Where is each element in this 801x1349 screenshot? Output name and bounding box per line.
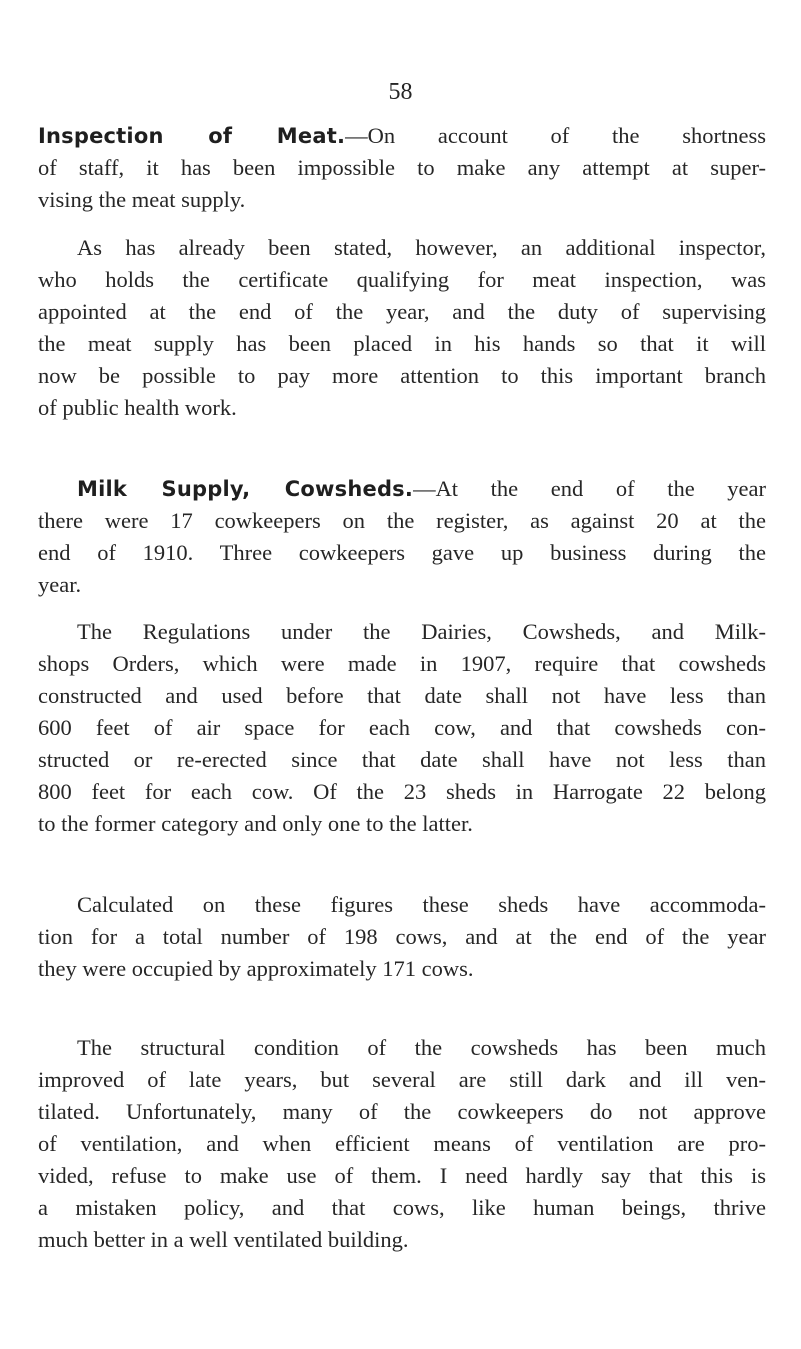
paragraph-line: As has already been stated, however, an additional inspector, xyxy=(77,235,766,260)
paragraph-accommodation xyxy=(38,889,766,985)
paragraph-line xyxy=(38,120,766,152)
page-number: 58 xyxy=(388,79,413,105)
paragraph-line: improved of late years, but several are still dark and ill ven- xyxy=(38,1067,766,1092)
section-heading-milk-supply-cowsheds: Milk Supply, Cowsheds. xyxy=(77,477,414,501)
paragraph-line: who holds the certificate qualifying for meat inspection, was xyxy=(38,267,766,292)
paragraph-line: constructed and used before that date shall not have less than xyxy=(38,683,766,708)
paragraph-line: end of 1910. Three cowkeepers gave up business during the xyxy=(38,540,766,565)
paragraph-line: shops Orders, which were made in 1907, require that cowsheds xyxy=(38,651,766,676)
paragraph-line: tion for a total number of 198 cows, and at the end of the year xyxy=(38,924,766,949)
paragraph-line: to the former category and only one to the latter. xyxy=(38,811,473,836)
section-heading-inspection-of-meat: Inspection of Meat. xyxy=(38,124,346,148)
paragraph-line: tilated. Unfortunately, many of the cowkeepers do not approve xyxy=(38,1099,766,1124)
paragraph-line: vising the meat supply. xyxy=(38,187,246,212)
paragraph-line: the meat supply has been placed in his hands so that it will xyxy=(38,331,766,356)
paragraph-line: of ventilation, and when efficient means of ventilation are pro- xyxy=(38,1131,766,1156)
paragraph-regulations xyxy=(38,616,766,840)
paragraph-structural-condition xyxy=(38,1032,766,1256)
paragraph-line: there were 17 cowkeepers on the register, as against 20 at the xyxy=(38,508,766,533)
paragraph-line-text: —On account of the shortness xyxy=(345,123,766,148)
paragraph-line: of staff, it has been impossible to make any attempt at super- xyxy=(38,155,766,180)
paragraph-line: now be possible to pay more attention to this important branch xyxy=(38,363,766,388)
paragraph-line: The Regulations under the Dairies, Cowsheds, and Milk- xyxy=(77,619,766,644)
paragraph-line-text: —At the end of the year xyxy=(413,476,766,501)
paragraph-line: of public health work. xyxy=(38,395,237,420)
paragraph-inspection-of-meat xyxy=(38,120,766,216)
paragraph-line: structed or re-erected since that date shall have not less than xyxy=(38,747,766,772)
paragraph-additional-inspector xyxy=(38,232,766,424)
paragraph-line xyxy=(38,473,766,505)
paragraph-milk-supply-cowsheds xyxy=(38,473,766,601)
paragraph-line: they were occupied by approximately 171 cows. xyxy=(38,956,474,981)
paragraph-line: Calculated on these figures these sheds have accommoda- xyxy=(77,892,766,917)
paragraph-line: appointed at the end of the year, and the duty of supervising xyxy=(38,299,766,324)
paragraph-line: 800 feet for each cow. Of the 23 sheds in Harrogate 22 belong xyxy=(38,779,766,804)
paragraph-line: 600 feet of air space for each cow, and that cowsheds con- xyxy=(38,715,766,740)
paragraph-line: a mistaken policy, and that cows, like human beings, thrive xyxy=(38,1195,766,1220)
paragraph-line: vided, refuse to make use of them. I need hardly say that this is xyxy=(38,1163,766,1188)
paragraph-line: year. xyxy=(38,572,82,597)
paragraph-line: The structural condition of the cowsheds has been much xyxy=(77,1035,766,1060)
paragraph-line: much better in a well ventilated building. xyxy=(38,1227,409,1252)
